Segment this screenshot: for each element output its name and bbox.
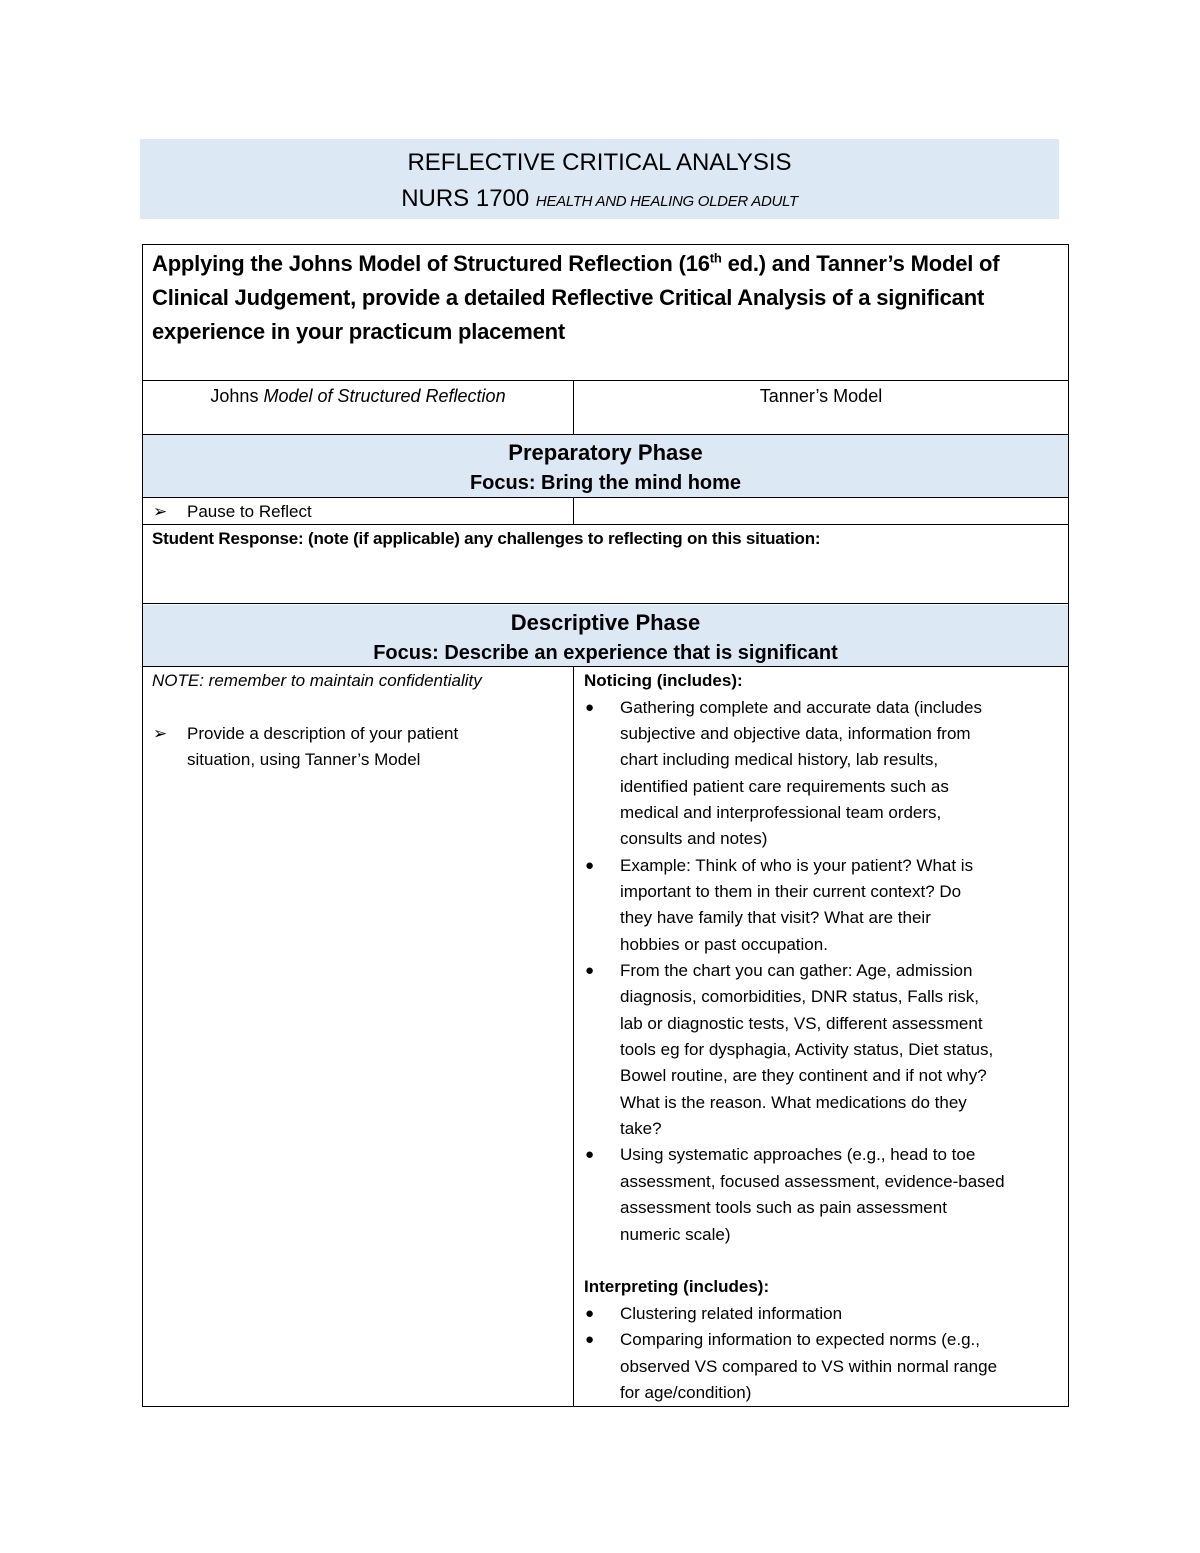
column-divider (573, 497, 574, 524)
bullet-line: Gathering complete and accurate data (includes (620, 697, 982, 717)
bullet-line: Using systematic approaches (e.g., head to toe (620, 1145, 976, 1165)
document-title: REFLECTIVE CRITICAL ANALYSIS (407, 149, 792, 176)
bullet-line: hobbies or past occupation. (620, 934, 828, 954)
course-code: NURS 1700 (401, 185, 530, 212)
bullet-line: From the chart you can gather: Age, admission (620, 961, 973, 980)
bullet-line: What is the reason. What medications do they (620, 1092, 967, 1112)
document-title-banner (140, 139, 1059, 219)
bullet-line: tools eg for dysphagia, Activity status, Diet status, (620, 1040, 994, 1060)
bullet-line: important to them in their current context? Do (620, 881, 962, 901)
table-rule (142, 380, 1069, 381)
bullet-line: subjective and objective data, information from (620, 723, 971, 743)
table-rule (142, 497, 1069, 498)
confidentiality-note: NOTE: remember to maintain confidentiality (152, 671, 482, 690)
prompt-superscript: th (709, 250, 722, 266)
descriptive-phase-title: Descriptive Phase (510, 610, 701, 635)
interpreting-heading: Interpreting (includes): (584, 1277, 770, 1296)
course-line (140, 185, 1059, 216)
bullet-line: they have family that visit? What are their (620, 908, 931, 928)
bullet-dot-icon: ● (585, 698, 595, 716)
bullet-dot-icon: ● (585, 1305, 595, 1322)
prompt-text-start: Applying the Johns Model of Structured Reflection (16 (152, 251, 710, 276)
bullet-line: identified patient care requirements such as (620, 776, 949, 796)
bullet-dot-icon: ● (585, 856, 595, 874)
table-rule (142, 603, 1069, 604)
assignment-prompt (152, 247, 1057, 349)
bullet-line: for age/condition) (620, 1383, 752, 1403)
descriptive-phase-focus: Focus: Describe an experience that is significant (373, 642, 838, 664)
bullet-line: take? (620, 1119, 662, 1139)
student-response-label: Student Response: (note (if applicable) any challenges to reflecting on this situation: (152, 529, 821, 548)
bullet-line: Example: Think of who is your patient? What is (620, 855, 974, 875)
bullet-line: Clustering related information (620, 1304, 843, 1323)
column-header-johns (143, 384, 573, 408)
bullet-line: assessment tools such as pain assessment (620, 1198, 947, 1218)
bullet-dot-icon: ● (585, 1331, 595, 1349)
pause-to-reflect-item: Pause to Reflect (187, 502, 312, 521)
bullet-line: assessment, focused assessment, evidence-based (620, 1171, 1005, 1191)
bullet-line: consults and notes) (620, 829, 768, 849)
table-rule (142, 434, 1069, 435)
patient-description-item-line2: situation, using Tanner’s Model (187, 750, 421, 769)
bullet-line: observed VS compared to VS within normal range (620, 1356, 998, 1376)
course-name: HEALTH AND HEALING OLDER ADULT (535, 193, 798, 210)
bullet-line: chart including medical history, lab results, (620, 750, 939, 770)
bullet-dot-icon: ● (585, 962, 595, 979)
column-header-johns-italic: Model of Structured Reflection (258, 386, 506, 406)
column-divider (573, 666, 574, 1407)
bullet-line: medical and interprofessional team orders, (620, 802, 942, 822)
patient-description-item-line1: Provide a description of your patient (187, 724, 459, 743)
bullet-line: Bowel routine, are they continent and if not why? (620, 1066, 987, 1086)
column-header-tanner: Tanner’s Model (759, 386, 883, 406)
noticing-heading: Noticing (includes): (584, 671, 743, 690)
column-header-johns-prefix: Johns (210, 386, 259, 406)
prompt-text-end: ed.) and Tanner’s Model of Clinical Judgement, provide a detailed Reflective Critical Analysis of a significant experience in your practicum placement (152, 251, 1000, 344)
table-rule (142, 666, 1069, 667)
bullet-line: Comparing information to expected norms (e.g., (620, 1330, 981, 1350)
bullet-line: lab or diagnostic tests, VS, different assessment (620, 1013, 983, 1033)
bullet-line: numeric scale) (620, 1224, 731, 1244)
arrow-bullet-icon: ➢ (153, 502, 168, 521)
preparatory-phase-focus: Focus: Bring the mind home (469, 472, 742, 494)
arrow-bullet-icon: ➢ (153, 724, 168, 743)
bullet-line: diagnosis, comorbidities, DNR status, Falls risk, (620, 987, 980, 1007)
preparatory-phase-title: Preparatory Phase (508, 440, 703, 465)
bullet-dot-icon: ● (585, 1146, 595, 1164)
